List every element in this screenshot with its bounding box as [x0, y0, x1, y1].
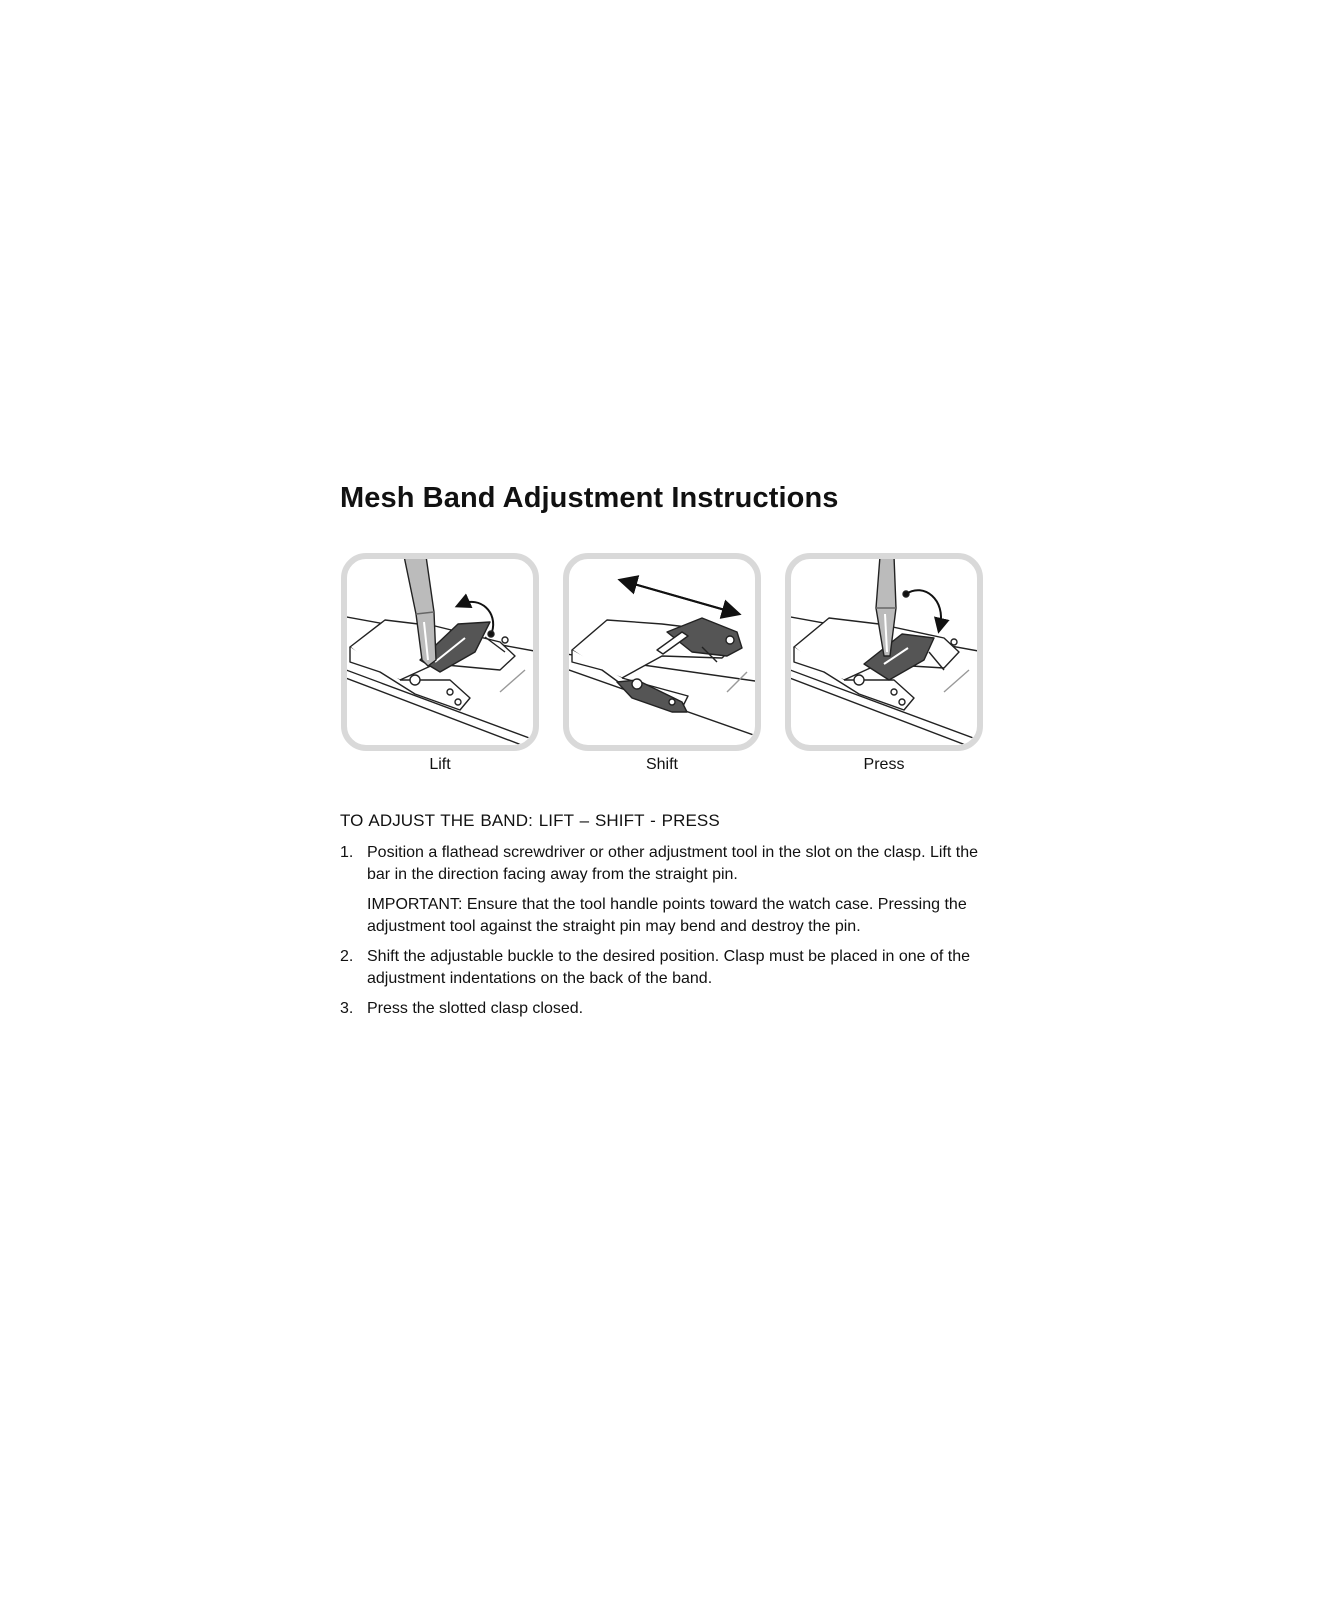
shift-buckle-icon [562, 552, 762, 752]
step-number: 3. [340, 1000, 354, 1017]
step-number: 2. [340, 948, 354, 965]
step-text: Position a flathead screwdriver or other adjustment tool in the slot on the clasp. Lift the bar in the direction facing away from the straight pin. [367, 844, 978, 883]
lift-caption: Lift [429, 756, 451, 773]
press-caption: Press [863, 756, 905, 773]
lift-clasp-icon [340, 552, 540, 752]
important-note: IMPORTANT: Ensure that the tool handle points toward the watch case. Pressing the adjustment tool against the straight pin may bend and destroy the pin. [367, 896, 967, 935]
step-text: Press the slotted clasp closed. [367, 1000, 584, 1017]
step-item [340, 946, 1000, 990]
shift-caption: Shift [645, 756, 678, 773]
step-item [340, 998, 1000, 1020]
step-text: Shift the adjustable buckle to the desired position. Clasp must be placed in one of the adjustment indentations on the back of the band. [367, 948, 971, 987]
step-list [340, 842, 1000, 1028]
page-title: Mesh Band Adjustment Instructions [340, 482, 839, 514]
lift-panel [340, 552, 540, 773]
step-item [340, 842, 1000, 938]
step-number: 1. [340, 844, 354, 861]
press-clasp-icon [784, 552, 984, 752]
section-heading: TO ADJUST THE BAND: LIFT – SHIFT - PRESS [340, 811, 720, 830]
press-panel [784, 552, 984, 773]
shift-panel [562, 552, 762, 773]
